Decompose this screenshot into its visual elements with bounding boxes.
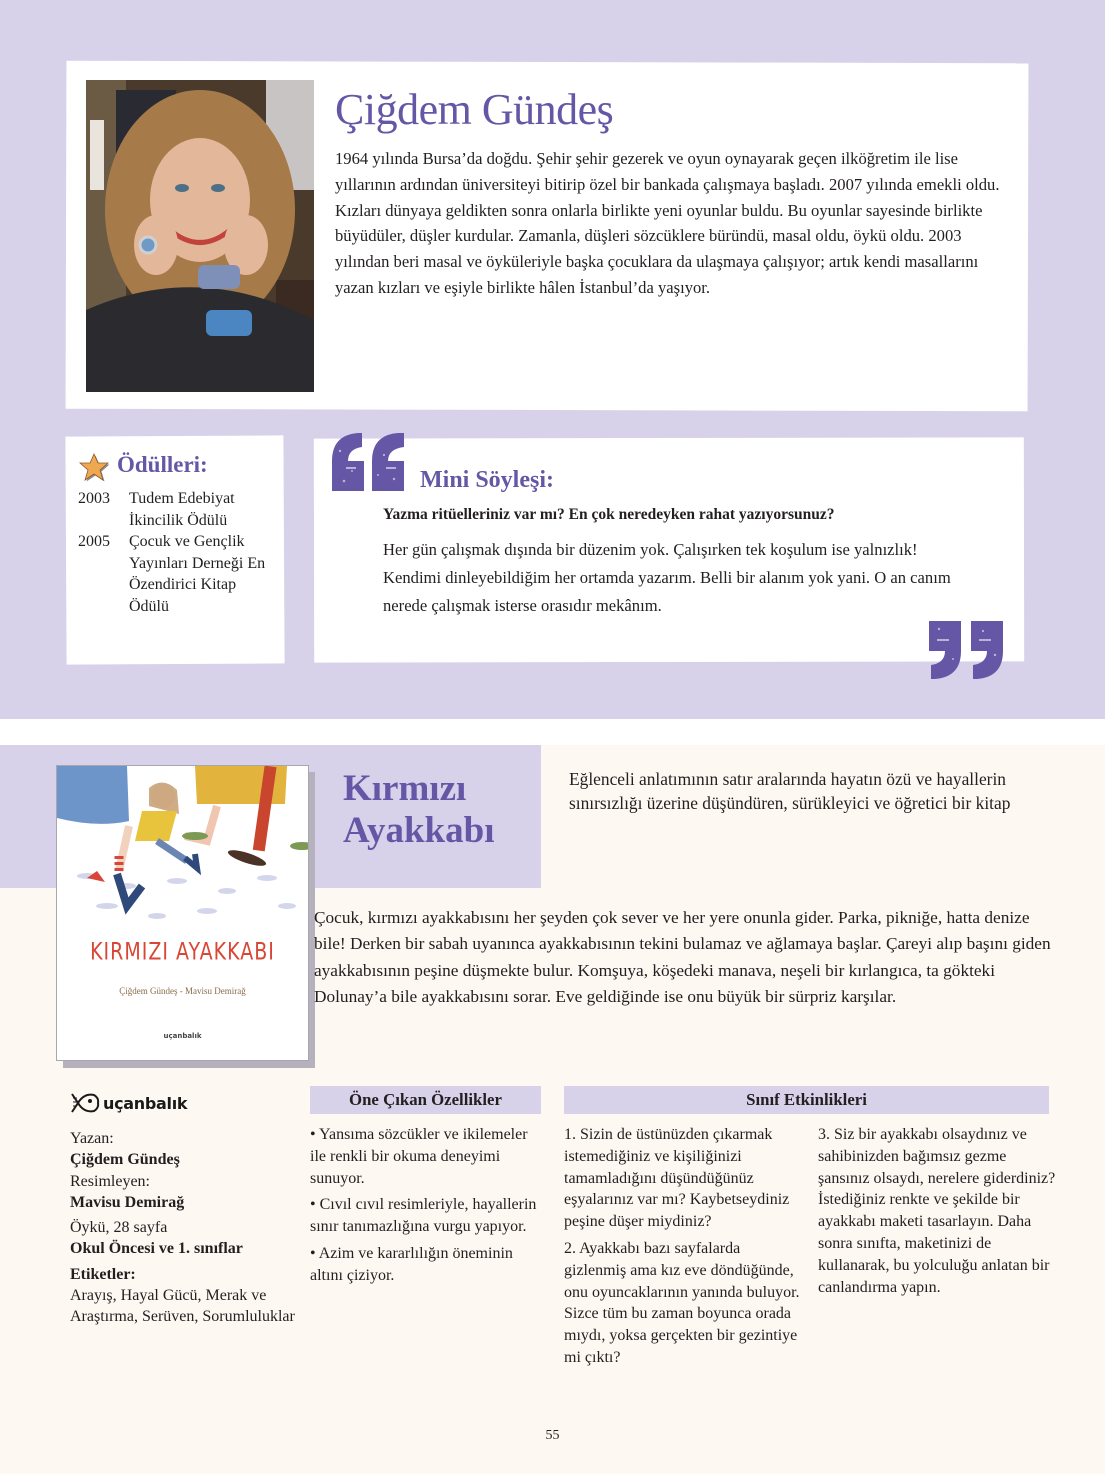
meta-format: Öykü, 28 sayfa [70,1219,168,1237]
interview-title: Mini Söyleşi: [420,467,555,493]
book-summary: Çocuk, kırmızı ayakkabısını her şeyden çok sever ve her yere onunla gider. Parka, pikniğe, hatta denize bile! Derken bir sabah uyanınca ayakkabısının tekini bulamaz ve ağlamaya başlar. Çareyi alıp başını giden ayakkabısının peşine düşmekte bulur. Komşuya, köşedeki manava, neşeli bir kırlangıca, ta gökteki Dolunay’a bile ayakkabısını sorar. Eve geldiğinde ise onu büyük bir sürpriz karşılar. [314,908,1051,1007]
author-label: Yazan: [70,1130,114,1147]
feature-item: • Yansıma sözcükler ve ikilemeler ile renkli bir okuma deneyimi sunuyor. [310,1126,528,1187]
award-item [78,531,278,617]
activity-item: 3. Siz bir ayakkabı olsaydınız ve sahibinizden bağımsız gezme şansınız olsaydı, nerelere giderdiniz? İstediğiniz renkte ve şekilde bir ayakkabı maketi tasarlayın. Daha sonra sınıfta, maketinizi de kullanarak, bu yolculuğu anlatan bir canlandırma yapın. [818,1126,1056,1296]
author-name: Çiğdem Gündeş [335,85,614,134]
activity-item: 1. Sizin de üstünüzden çıkarmak istemediğiniz ve kişiliğinizi tamamladığını düşündüğünüz eşyalarınız var mı? Kaybetseydiniz peşine düşer miydiniz? [564,1126,790,1231]
activity-item: 2. Ayakkabı bazı sayfalarda gizlenmiş ama kız eve döndüğünde, onu oyuncaklarının yanında buluyor. Sizce tüm bu zaman boyunca orada mıydı, yoksa gerçekten bir gezintiye mi çıktı? [564,1239,800,1366]
fish-logo-icon [70,1092,100,1114]
features-list [310,1124,544,1292]
interview-answer: Her gün çalışmak dışında bir düzenim yok. Çalışırken tek koşulum ise yalnızlık! Kendimi dinleyebildiğim her ortamda yazarım. Belli bir alanım yok yani. O an canım nerede çalışmak isterse orasıdır mekânım. [383,540,951,615]
illustrator-label: Resimleyen: [70,1172,150,1190]
meta-tags: Arayış, Hayal Gücü, Merak ve Araştırma, Serüven, Sorumluluklar [70,1287,295,1326]
features-heading: Öne Çıkan Özellikler [310,1086,541,1114]
page-number: 55 [545,1428,560,1443]
awards-title: Ödülleri: [117,452,208,477]
activities-heading: Sınıf Etkinlikleri [564,1086,1049,1114]
meta-illustrator: Mavisu Demirağ [70,1193,185,1211]
cover-title: KIRMIZI AYAKKABI [90,938,275,966]
section-divider [0,719,1105,745]
book-title [343,768,495,852]
award-year: 2003 [78,490,110,507]
publisher-name: uçanbalık [103,1093,188,1113]
star-icon [78,452,110,482]
author-photo [86,80,314,392]
book-cover [56,765,309,1061]
award-year: 2005 [78,533,110,551]
author-bio: 1964 yılında Bursa’da doğdu. Şehir şehir gezerek ve oyun oynayarak geçen ilköğretim ile lise yıllarının ardından üniversiteyi bitirip özel bir bankada çalışmaya başladı. 2007 yılında emekli oldu. Kızları dünyaya geldikten sonra onlarla birlikte yeni oyunlar buldu. Bu oyunlar sayesinde birlikte büyüdüler, düşler kurdular. Zamanla, düşleri sözcüklere büründü, masal oldu, öykü oldu. 2003 yılından beri masal ve öyküleriyle başka çocuklara da ulaşmaya çalışıyor; artık kendi masallarını yazan kızları ve eşiyle birlikte hâlen İstanbul’da yaşıyor. [335,149,1000,297]
activities-column-2 [818,1124,1058,1303]
meta-author: Çiğdem Gündeş [70,1151,180,1169]
publisher-logo [70,1092,187,1114]
open-quote-icon [328,431,408,493]
book-meta [70,1128,300,1328]
award-name: Tudem Edebiyat İkincilik Ödülü [129,490,235,529]
awards-list [78,488,278,618]
feature-item: • Cıvıl cıvıl resimleriyle, hayallerin sınır tanımazlığına vurgu yapıyor. [310,1196,537,1236]
book-title-line-2: Ayakkabı [343,810,495,851]
feature-item: • Azim ve kararlılığın öneminin altını çiziyor. [310,1244,513,1284]
meta-audience: Okul Öncesi ve 1. sınıflar [70,1240,243,1258]
activities-column-1 [564,1124,804,1374]
book-tagline: Eğlenceli anlatımının satır aralarında hayatın özü ve hayallerin sınırsızlığı üzerine düşündüren, sürükleyici ve öğretici bir kitap [569,769,1011,813]
cover-authors: Çiğdem Gündeş - Mavisu Demirağ [119,986,246,996]
interview-question: Yazma ritüelleriniz var mı? En çok neredeyken rahat yazıyorsunuz? [383,506,835,523]
tags-label: Etiketler: [70,1265,136,1283]
award-item [78,488,278,531]
award-name: Çocuk ve Gençlik Yayınları Derneği En Özendirici Kitap Ödülü [129,533,266,615]
close-quote-icon [925,619,1007,681]
cover-illustration [57,766,309,931]
book-title-line-1: Kırmızı [343,768,467,809]
cover-publisher: uçanbalık [163,1032,202,1040]
